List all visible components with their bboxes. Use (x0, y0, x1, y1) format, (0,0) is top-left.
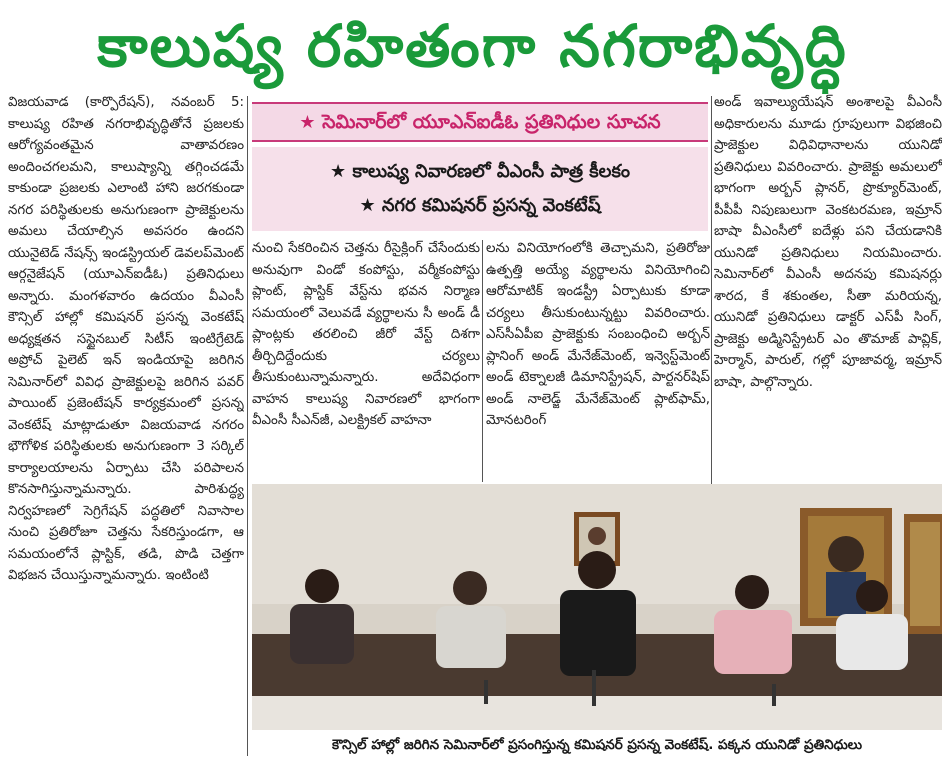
column-1-text: విజయవాడ (కార్పొరేషన్), నవంబర్ 5: కాలుష్య రహిత నగరాభివృద్ధితోనే ప్రజలకు ఆరోగ్యవంతమైన వాతావరణం అందించగలమని, కాలుష్యాన్ని తగ్గించడమే కాకుండా ప్రజలకు ఎలాంటి హాని జరగకుండా నగర పరిస్థితులకు అనుగుణంగా ప్రాజెక్టులను అమలు చేయాల్సిన అవసరం ఉందని యునైటెడ్ నేషన్స్ ఇండస్ట్రియల్ డెవలప్‌మెంట్ ఆర్గనైజేషన్ (యూఎన్ఐడీఓ) ప్రతినిధులు అన్నారు. మంగళవారం ఉదయం వీఎంసీ కౌన్సిల్ హాల్లో కమిషనర్ ప్రసన్న వెంకటేష్ అధ్యక్షతన సస్టైనబుల్ సిటీస్ ఇంటిగ్రేటెడ్ అప్రోచ్ పైలెట్ ఇన్ ఇండియాపై జరిగిన సెమినార్‌లో వివిధ ప్రాజెక్టులపై జరిగిన పవర్ పాయింట్ ప్రజెంటేషన్ కార్యక్రమంలో ప్రసన్న వెంకటేష్ మాట్లాడుతూ విజయవాడ నగరం భౌగోళిక పరిస్థితులకు అనుగుణంగా 3 సర్కిల్ కార్యాలయాలను ఏర్పాటు చేసి పరిపాలన కొనసాగిస్తున్నామన్నారు. పారిశుద్ధ్య నిర్వహణలో సెగ్రిగేషన్ పద్ధతిలో నివాసాల నుంచి ప్రతిరోజూ చెత్తను సేకరిస్తుండగా, ఆ సమయంలోనే ప్లాస్టిక్, తడి, పొడి చెత్తగా విభజన చేయిస్తున్నామన్నారు. ఇంటింటి (8, 95, 244, 583)
subheading-pink-banner (252, 102, 708, 142)
column-2-text: నుంచి సేకరించిన చెత్తను రీసైక్లింగ్ చేసేందుకు అనువుగా విండో కంపోస్టు, వర్మీకంపోస్టు ప్లాంట్, ప్లాస్టిక్ వేస్ట్‌ను భవన నిర్మాణ సమయంలో వెలువడే వ్యర్థాలను సీ అండ్ డీ ప్లాంట్లకు తరలించి జీరో వేస్ట్ దిశగా తీర్చిదిద్దేందుకు చర్యలు తీసుకుంటున్నామన్నారు. అదేవిధంగా వాహన కాలుష్య నివారణలో భాగంగా వీఎంసీ సీఎన్‌జీ, ఎలక్ట్రికల్ వాహనా (252, 241, 480, 428)
subheading-1: సెమినార్‌లో యూఎన్ఐడీఓ ప్రతినిధుల సూచన (322, 111, 661, 133)
news-photo (252, 484, 942, 730)
article-column-4 (714, 92, 942, 484)
column-4-text: అండ్ ఇవాల్యుయేషన్ అంశాలపై వీఎంసీ అధికారులను మూడు గ్రూపులుగా విభజించి ప్రాజెక్టుల విధివిధానాలను యునిడో ప్రతినిధులు వివరించారు. ప్రాజెక్టు అమలులో భాగంగా అర్బన్ ప్లానర్, ప్రొక్యూర్‌మెంట్, పీపీపీ నిపుణులుగా వెంకటరమణ, ఇమ్రాన్ బాషా వీఎంసీలో ఐదేళ్లు పని చేయడానికి యునిడో ప్రతినిధులు నియమించారు. సెమినార్‌లో వీఎంసీ అదనపు కమిషనర్లు శారద, కే శకుంతల, సీతా మరియన్న, యునిడో ప్రతినిధులు డాక్టర్ ఎస్‌పీ సింగ్, ప్రాజెక్టు అడ్మినిస్ట్రేటర్ ఎం తొమాజ్ పావ్లిక్, హెర్మాన్, పారుల్, గల్లో పూజావర్మ, ఇమ్రాన్ బాషా, పాల్గొన్నారు. (714, 95, 942, 390)
column-divider (711, 96, 712, 484)
headline: కాలుష్య రహితంగా నగరాభివృద్ధి (97, 12, 848, 80)
star-icon: ★ (359, 195, 376, 216)
subheading-box (252, 147, 708, 231)
column-3-text: లను వినియోగంలోకి తెచ్చామని, ప్రతిరోజు ఉత్పత్తి అయ్యే వ్యర్థాలను వినియోగించి ఆరోమాటిక్ ఇండస్ట్రీ ఏర్పాటుకు కూడా చర్యలు తీసుకుంటున్నట్టు వివరించారు. ఎస్‌సీఏపీఐ ప్రాజెక్టుకు సంబంధించి అర్బన్ ప్లానింగ్ అండ్ మేనేజ్‌మెంట్, ఇన్వెస్ట్‌మెంట్ అండ్ టెక్నాలజీ డిమానిస్ట్రేషన్, పార్టనర్‌షిప్ అండ్ నాలెడ్జ్ మేనేజ్‌మెంట్ ప్లాట్‌ఫామ్, మోనటరింగ్ (486, 241, 710, 428)
column-divider (247, 96, 248, 756)
subheading-3: నగర కమిషనర్ ప్రసన్న వెంకటేష్ (381, 195, 601, 216)
article-column-2 (252, 238, 480, 484)
subheading-2: కాలుష్య నివారణలో వీఎంసీ పాత్ర కీలకం (352, 161, 630, 182)
article-column-3 (486, 238, 710, 484)
seminar-photo-illustration (252, 484, 942, 730)
star-icon: ★ (299, 112, 316, 133)
column-divider (482, 240, 483, 482)
photo-caption: కౌన్సిల్ హాల్లో జరిగిన సెమినార్‌లో ప్రసంగిస్తున్న కమిషనర్ ప్రసన్న వెంకటేష్. పక్కన యునిడో ప్రతినిధులు (331, 737, 863, 753)
article-column-1 (8, 92, 244, 752)
star-icon: ★ (330, 161, 347, 182)
